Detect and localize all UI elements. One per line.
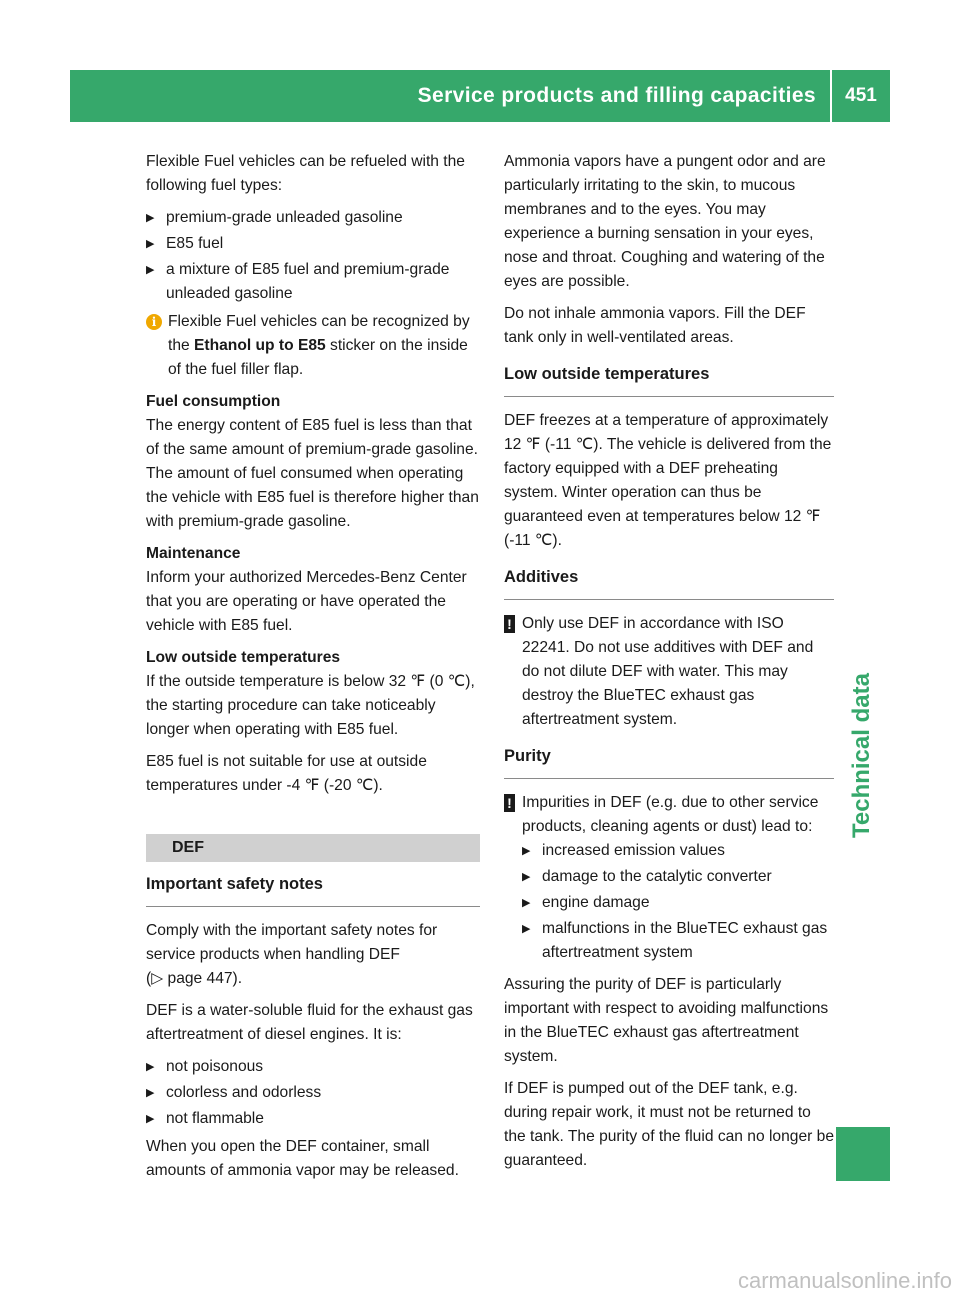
section-heading: Important safety notes [146, 872, 480, 907]
warning-note: ! Only use DEF in accordance with ISO 22241. Do not use additives with DEF and do not dilute DEF with water. This may destroy the BlueTEC exhaust gas aftertreatment system. [504, 612, 834, 732]
header-bar [70, 70, 890, 122]
paragraph: DEF is a water-soluble fluid for the exhaust gas aftertreatment of diesel engines. It is: [146, 1002, 473, 1043]
paragraph: When you open the DEF container, small amounts of ammonia vapor may be released. [146, 1138, 459, 1179]
right-column [504, 150, 834, 1181]
side-tab-label: Technical data [848, 673, 875, 838]
list-item: ▶ increased emission values [522, 839, 834, 863]
paragraph: If the outside temperature is below 32 ℉ (0 ℃), the starting procedure can take noticeably longer when operating with E85 fuel. [146, 673, 475, 738]
paragraph: Comply with the important safety notes for service products when handling DEF [146, 922, 438, 963]
page-ref[interactable]: (▷ page 447). [146, 970, 243, 987]
list-item: ▶ malfunctions in the BlueTEC exhaust gas aftertreatment system [522, 917, 834, 965]
list-item: ▶ E85 fuel [146, 232, 480, 256]
paragraph: DEF freezes at a temperature of approximately 12 ℉ (-11 ℃). The vehicle is delivered from the factory equipped with a DEF preheating system. Winter operation can thus be guaranteed even at temperatures below 12 ℉ (-11 ℃). [504, 412, 832, 549]
bullet-arrow-icon: ▶ [146, 238, 155, 250]
intro-text: Flexible Fuel vehicles can be refueled with the following fuel types: [146, 153, 465, 194]
list-item: ▶ not poisonous [146, 1055, 480, 1079]
paragraph: Do not inhale ammonia vapors. Fill the DEF tank only in well-ventilated areas. [504, 305, 806, 346]
bullet-arrow-icon: ▶ [146, 264, 155, 276]
bullet-arrow-icon: ▶ [146, 1087, 155, 1099]
purity-effects-list [522, 839, 834, 965]
section-heading: Low outside temperatures [504, 362, 834, 397]
bullet-arrow-icon: ▶ [146, 212, 155, 224]
def-properties-list [146, 1055, 480, 1131]
bullet-arrow-icon: ▶ [522, 845, 531, 857]
bullet-arrow-icon: ▶ [522, 897, 531, 909]
list-item: ▶ premium-grade unleaded gasoline [146, 206, 480, 230]
watermark: carmanualsonline.info [737, 1268, 952, 1293]
list-item: ▶ colorless and odorless [146, 1081, 480, 1105]
bullet-arrow-icon: ▶ [146, 1061, 155, 1073]
bullet-arrow-icon: ▶ [522, 923, 531, 935]
paragraph: Assuring the purity of DEF is particularly important with respect to avoiding malfunctions in the BlueTEC exhaust gas aftertreatment system. [504, 976, 829, 1065]
list-item: ▶ a mixture of E85 fuel and premium-grade unleaded gasoline [146, 258, 480, 306]
subheading: Fuel consumption [146, 393, 281, 410]
bullet-arrow-icon: ▶ [146, 1113, 155, 1125]
subheading: Low outside temperatures [146, 649, 341, 666]
paragraph: Inform your authorized Mercedes-Benz Center that you are operating or have operated the vehicle with E85 fuel. [146, 569, 467, 634]
section-bar-def: DEF [146, 834, 480, 862]
warning-icon: ! [504, 615, 515, 633]
warning-note: ! Impurities in DEF (e.g. due to other service products, cleaning agents or dust) lead to: ▶ increased emission values ▶ damage to the catalytic converter ▶ engine damage ▶ malfunctions in the BlueTEC exhaust gas aftertreatment system [504, 791, 834, 965]
side-tab-marker [836, 1127, 890, 1181]
info-icon: i [146, 314, 162, 330]
list-item: ▶ damage to the catalytic converter [522, 865, 834, 889]
list-item: ▶ engine damage [522, 891, 834, 915]
paragraph: E85 fuel is not suitable for use at outside temperatures under -4 ℉ (-20 ℃). [146, 753, 427, 794]
page-number: 451 [845, 85, 877, 106]
info-note: i Flexible Fuel vehicles can be recognized by the Ethanol up to E85 sticker on the inside of the fuel filler flap. [146, 310, 480, 382]
paragraph: If DEF is pumped out of the DEF tank, e.g. during repair work, it must not be returned to the tank. The purity of the fluid can no longer be guaranteed. [504, 1080, 834, 1169]
section-heading: Purity [504, 744, 834, 779]
section-heading: Additives [504, 565, 834, 600]
paragraph: The energy content of E85 fuel is less than that of the same amount of premium-grade gasoline. The amount of fuel consumed when operating the vehicle with E85 fuel is therefore higher than with premium-grade gasoline. [146, 417, 479, 530]
list-item: ▶ not flammable [146, 1107, 480, 1131]
fuel-types-list [146, 206, 480, 306]
subheading: Maintenance [146, 545, 241, 562]
left-column [146, 150, 480, 1191]
page-title: Service products and filling capacities [417, 84, 816, 107]
bullet-arrow-icon: ▶ [522, 871, 531, 883]
paragraph: Ammonia vapors have a pungent odor and are particularly irritating to the skin, to mucous membranes and to the eyes. You may experience a burning sensation in your eyes, nose and throat. Coughing and watering of the eyes are possible. [504, 153, 826, 290]
warning-icon: ! [504, 794, 515, 812]
